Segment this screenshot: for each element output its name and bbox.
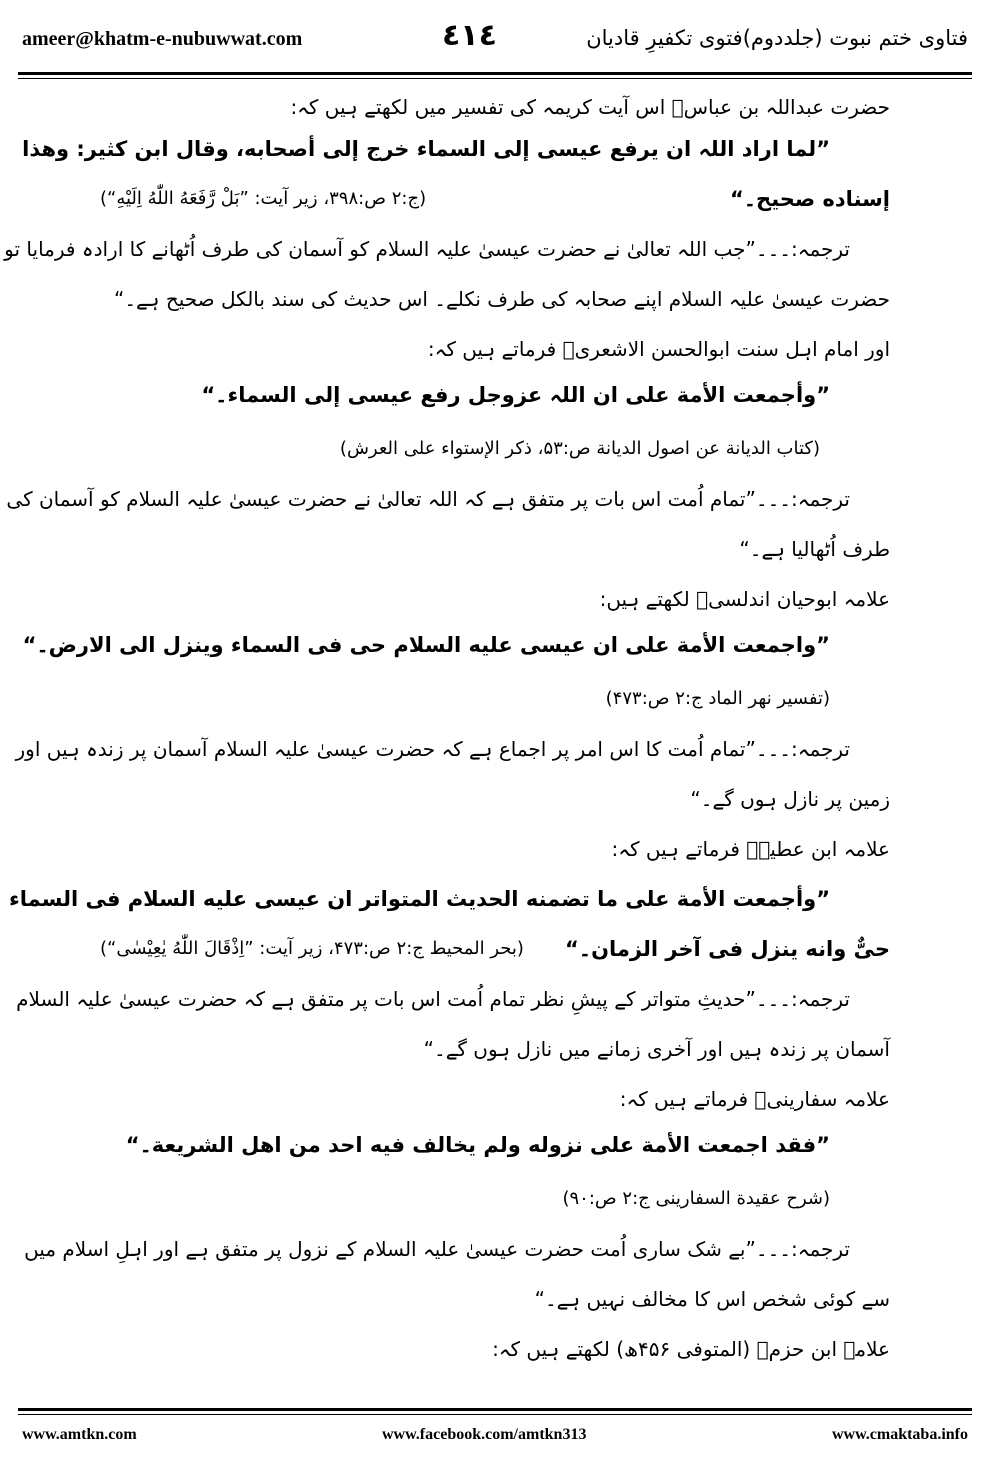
reference-line: (شرح عقیدة السفارینی ج:۲ ص:۹۰) [562,1188,830,1209]
book-title: فتاوی ختم نبوت (جلددوم)فتوی تکفیرِ قادیان [586,26,968,50]
quote-line: ”فقد اجمعت الأمة علی نزوله ولم یخالف فیه احد من اهل الشریعة۔“ [125,1133,830,1157]
reference-line: (ج:۲ ص:۳۹۸، زیر آیت: ”بَلْ رَّفَعَهُ اللّٰهُ اِلَیْهِ“) [100,188,427,209]
header-email[interactable]: ameer@khatm-e-nubuwwat.com [22,28,303,50]
translation-line: ترجمہ:۔۔۔”تمام اُمت کا اس امر پر اجماع ہے کہ حضرت عیسیٰ علیہ السلام آسمان پر زندہ ہیں اور [15,737,850,761]
text-line: علامہ سفارینیؒ فرماتے ہیں کہ: [619,1087,890,1111]
translation-line: آسمان پر زندہ ہیں اور آخری زمانے میں نازل ہوں گے۔“ [423,1037,890,1061]
quote-line: ”وأجمعت الأمة علی ان اللہ عزوجل رفع عیسی إلی السماء۔“ [201,383,830,407]
translation-line: طرف اُٹھالیا ہے۔“ [739,537,890,561]
text-line: علامہ ابوحیان اندلسیؒ لکھتے ہیں: [599,587,890,611]
footer-link-amtkn[interactable]: www.amtkn.com [22,1426,137,1443]
quote-line: ”وأجمعت الأمة علی ما تضمنه الحدیث المتواتر ان عیسی علیه السلام فی السماء [9,887,830,911]
page-number: ٤١٤ [442,18,497,53]
text-line: علامہ ابن عطیہؒ فرماتے ہیں کہ: [611,837,890,861]
quote-line: ”واجمعت الأمة علی ان عیسی علیه السلام حی فی السماء وینزل الی الارض۔“ [22,633,830,657]
translation-line: حضرت عیسیٰ علیہ السلام اپنے صحابہ کی طرف نکلے۔ اس حدیث کی سند بالکل صحیح ہے۔“ [113,287,890,311]
quote-line: ”لما اراد اللہ ان یرفع عیسی إلی السماء خرج إلی أصحابه، وقال ابن کثیر: وهذا [22,137,830,161]
quote-with-ref [100,182,890,216]
translation-line: ترجمہ:۔۔۔”جب اللہ تعالیٰ نے حضرت عیسیٰ علیہ السلام کو آسمان کی طرف اُٹھانے کا ارادہ فرمایا تو [4,237,850,261]
text-line: اور امام اہل سنت ابوالحسن الاشعریؒ فرماتے ہیں کہ: [427,337,890,361]
quote-line: حیٌّ وانه ینزل فی آخر الزمان۔“ [564,937,890,961]
translation-line: ترجمہ:۔۔۔”حدیثِ متواتر کے پیشِ نظر تمام اُمت اس بات پر متفق ہے کہ حضرت عیسیٰ علیہ السلام [16,987,850,1011]
translation-line: ترجمہ:۔۔۔”تمام اُمت اس بات پر متفق ہے کہ اللہ تعالیٰ نے حضرت عیسیٰ علیہ السلام کو آسمان کی [6,487,850,511]
footer-link-cmaktaba[interactable]: www.cmaktaba.info [831,1426,968,1443]
footer-rule [18,1408,972,1415]
page-footer [22,1426,968,1450]
translation-line: ترجمہ:۔۔۔”بے شک ساری اُمت حضرت عیسیٰ علیہ السلام کے نزول پر متفق ہے اور اہلِ اسلام میں [24,1237,850,1261]
reference-line: (تفسیر نهر الماد ج:۲ ص:۴۷۳) [605,688,830,709]
page-body [4,88,890,1398]
translation-line: سے کوئی شخص اس کا مخالف نہیں ہے۔“ [534,1287,890,1311]
reference-line: (بحر المحیط ج:۲ ص:۴۷۳، زیر آیت: ”اِذْقَالَ اللّٰهُ یٰعِیْسٰی“) [100,938,524,959]
translation-line: زمین پر نازل ہوں گے۔“ [690,787,890,811]
quote-with-ref [100,932,890,966]
footer-link-facebook[interactable]: www.facebook.com/amtkn313 [382,1426,587,1443]
page-header [22,18,968,78]
reference-line: (کتاب الدیانة عن اصول الدیانة ص:۵۳، ذکر الإستواء علی العرش) [339,438,820,459]
text-line: حضرت عبداللہ بن عباسؓ اس آیت کریمہ کی تفسیر میں لکھتے ہیں کہ: [290,95,890,119]
quote-line: إسناده صحیح۔“ [729,187,890,211]
header-rule [18,72,972,79]
text-line: علامہ ابن حزمؒ (المتوفی ۴۵۶ھ) لکھتے ہیں کہ: [492,1337,890,1361]
